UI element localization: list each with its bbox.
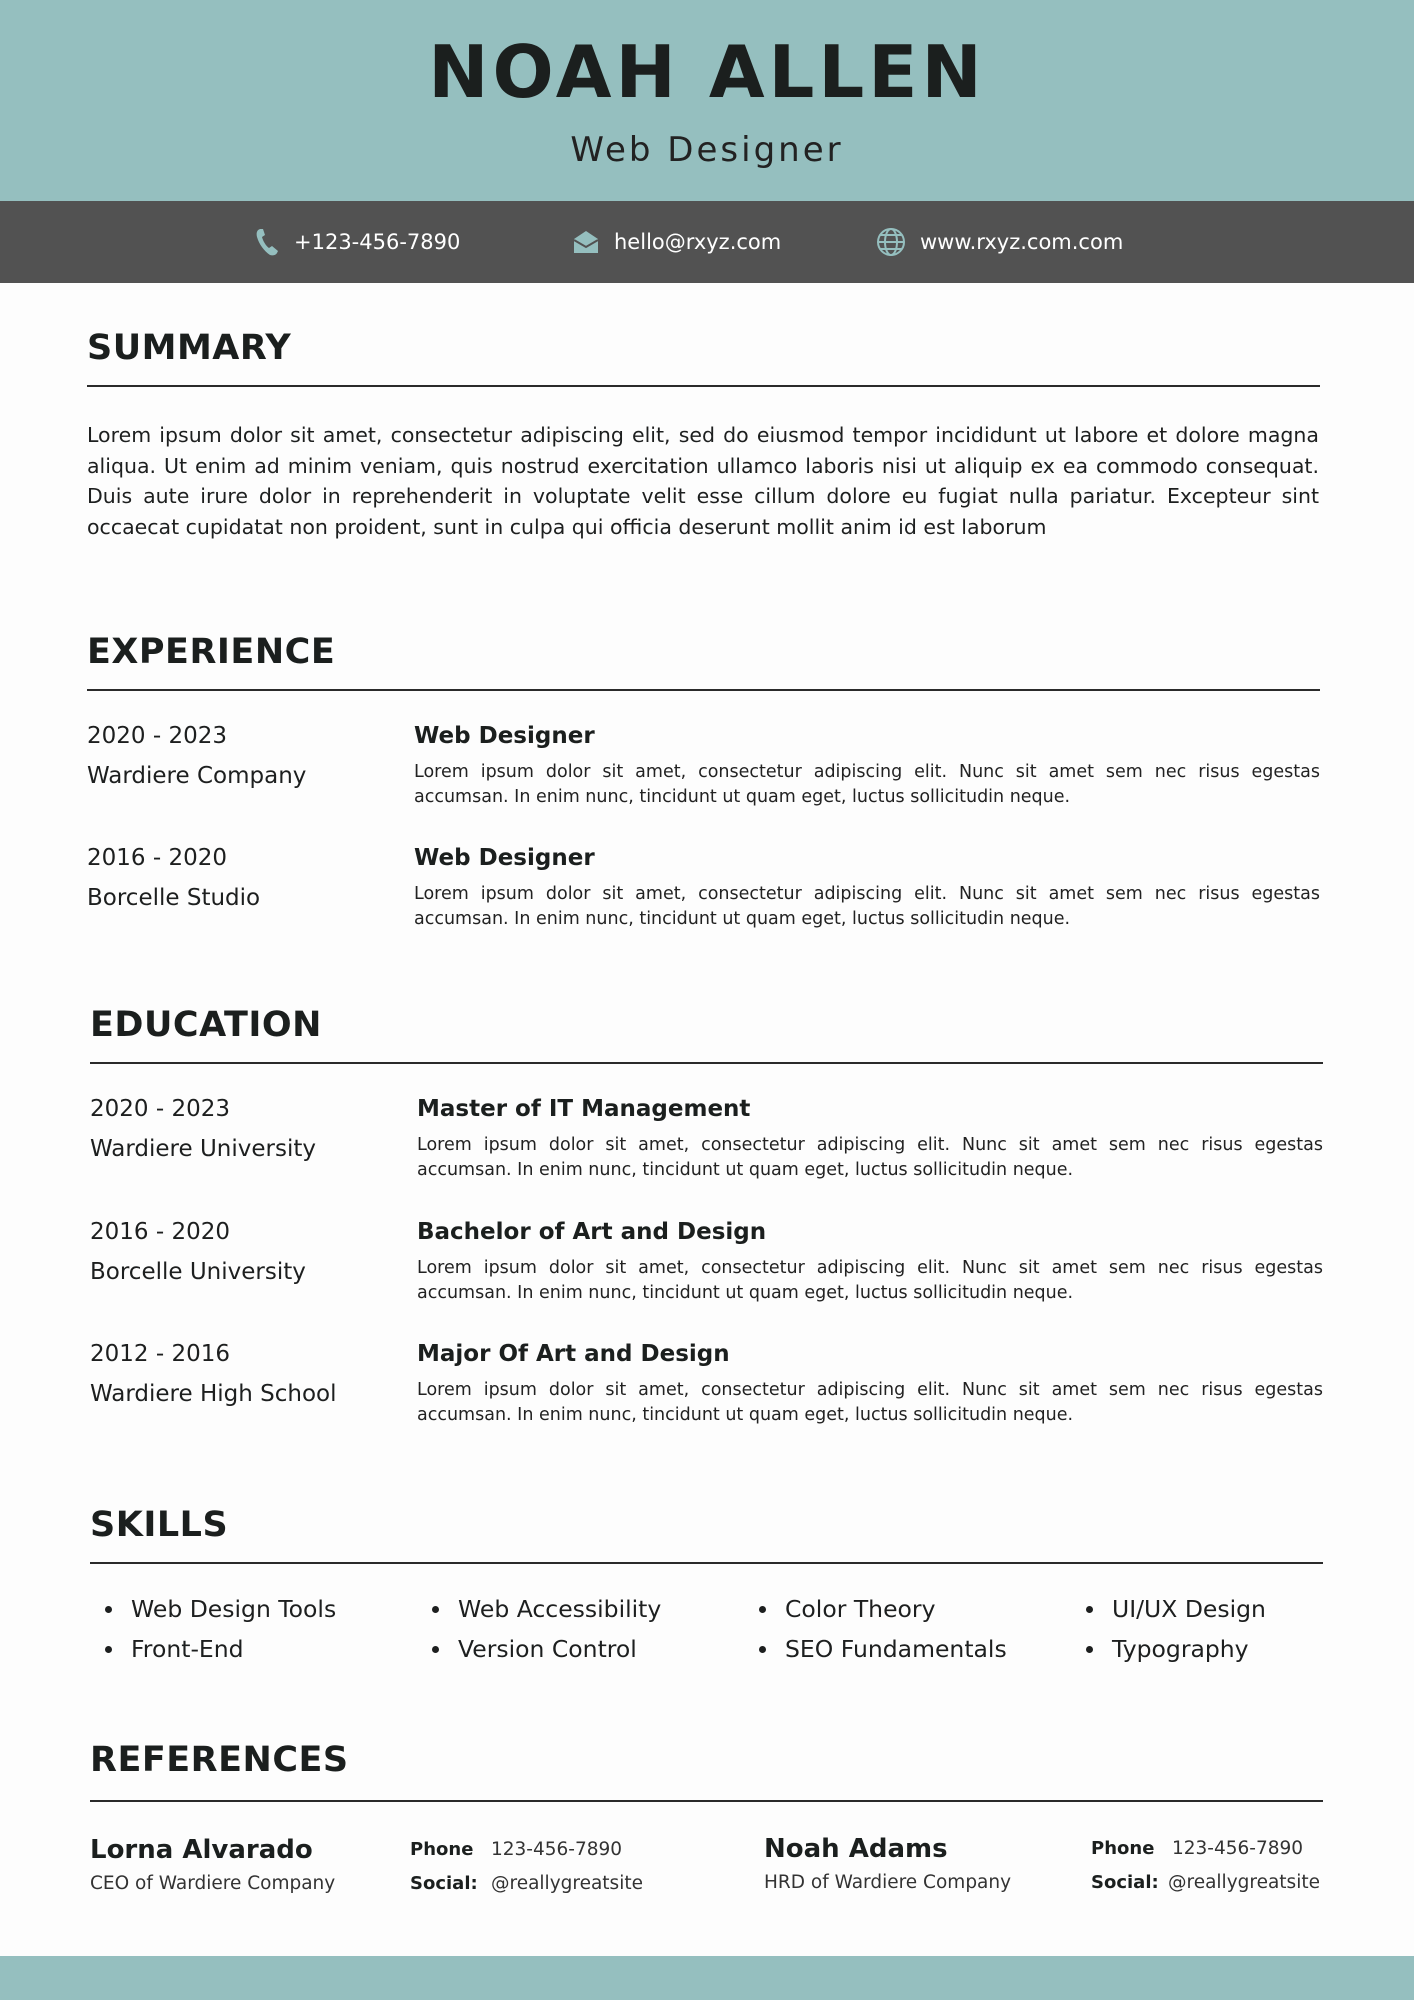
reference-role: HRD of Wardiere Company [764, 1872, 1012, 1893]
education-heading: EDUCATION [90, 1005, 322, 1045]
experience-company: Borcelle Studio [87, 885, 261, 911]
contact-phone [254, 201, 460, 283]
education-degree: Master of IT Management [417, 1096, 751, 1122]
globe-icon [876, 227, 906, 257]
footer-band [0, 1956, 1414, 2000]
education-school: Wardiere High School [90, 1381, 337, 1407]
education-degree: Major Of Art and Design [417, 1341, 730, 1367]
education-description: Lorem ipsum dolor sit amet, consectetur adipiscing elit. Nunc sit amet sem nec risus egestas accumsan. In enim nunc, tincidunt ut quam eget, luctus sollicitudin neque. [417, 1258, 1323, 1303]
envelope-icon [572, 229, 600, 255]
experience-heading: EXPERIENCE [87, 632, 336, 672]
experience-dates: 2016 - 2020 [87, 845, 227, 871]
reference-phone-label: Phone [1091, 1838, 1155, 1859]
education-degree: Bachelor of Art and Design [417, 1219, 767, 1245]
education-dates: 2012 - 2016 [90, 1341, 230, 1367]
education-school: Borcelle University [90, 1259, 306, 1285]
skills-heading: SKILLS [90, 1505, 229, 1545]
summary-heading: SUMMARY [87, 328, 292, 368]
skill-item: Version Control [458, 1635, 637, 1663]
phone-text: +123-456-7890 [294, 230, 461, 254]
reference-social: @reallygreatsite [1168, 1872, 1320, 1893]
references-heading: REFERENCES [90, 1740, 349, 1780]
header-band [0, 0, 1414, 201]
reference-social: @reallygreatsite [491, 1873, 643, 1894]
reference-role: CEO of Wardiere Company [90, 1873, 336, 1894]
skill-item: UI/UX Design [1112, 1595, 1266, 1623]
experience-company: Wardiere Company [87, 763, 307, 789]
experience-title: Web Designer [414, 723, 595, 749]
experience-description: Lorem ipsum dolor sit amet, consectetur adipiscing elit. Nunc sit amet sem nec risus egestas accumsan. In enim nunc, tincidunt ut quam eget, luctus sollicitudin neque. [414, 884, 1320, 929]
experience-divider [87, 689, 1320, 691]
phone-icon [254, 227, 280, 257]
skill-item: Front-End [131, 1635, 244, 1663]
education-dates: 2016 - 2020 [90, 1219, 230, 1245]
education-description: Lorem ipsum dolor sit amet, consectetur adipiscing elit. Nunc sit amet sem nec risus egestas accumsan. In enim nunc, tincidunt ut quam eget, luctus sollicitudin neque. [417, 1135, 1323, 1180]
skill-item: Web Accessibility [458, 1595, 662, 1623]
skill-item: SEO Fundamentals [785, 1635, 1007, 1663]
experience-description: Lorem ipsum dolor sit amet, consectetur adipiscing elit. Nunc sit amet sem nec risus egestas accumsan. In enim nunc, tincidunt ut quam eget, luctus sollicitudin neque. [414, 762, 1320, 807]
references-divider [90, 1800, 1323, 1802]
skills-divider [90, 1562, 1323, 1564]
contact-bar [0, 201, 1414, 283]
contact-email [572, 201, 781, 283]
reference-phone: 123-456-7890 [1172, 1838, 1304, 1859]
experience-dates: 2020 - 2023 [87, 723, 227, 749]
education-school: Wardiere University [90, 1136, 316, 1162]
education-description: Lorem ipsum dolor sit amet, consectetur adipiscing elit. Nunc sit amet sem nec risus egestas accumsan. In enim nunc, tincidunt ut quam eget, luctus sollicitudin neque. [417, 1380, 1323, 1425]
skill-item: Web Design Tools [131, 1595, 337, 1623]
email-text: hello@rxyz.com [614, 230, 782, 254]
education-divider [90, 1062, 1323, 1064]
reference-name: Noah Adams [764, 1834, 948, 1864]
reference-social-label: Social: [1091, 1872, 1159, 1893]
reference-phone-label: Phone [410, 1839, 474, 1860]
skill-item: Color Theory [785, 1595, 936, 1623]
candidate-role: Web Designer [570, 130, 844, 170]
skill-item: Typography [1112, 1635, 1249, 1663]
education-dates: 2020 - 2023 [90, 1096, 230, 1122]
summary-text: Lorem ipsum dolor sit amet, consectetur adipiscing elit, sed do eiusmod tempor incididunt ut labore et dolore magna aliqua. Ut enim ad minim veniam, quis nostrud exercitation ullamco laboris nisi ut aliquip ex ea commodo consequat. Duis aute irure dolor in reprehenderit in voluptate velit esse cillum dolore eu fugiat nulla pariatur. Excepteur sint occaecat cupidatat non proident, sunt in culpa qui officia deserunt mollit anim id est laborum [87, 423, 1319, 539]
summary-divider [87, 385, 1320, 387]
contact-website [876, 201, 1123, 283]
experience-title: Web Designer [414, 845, 595, 871]
reference-social-label: Social: [410, 1873, 478, 1894]
reference-phone: 123-456-7890 [491, 1839, 623, 1860]
website-text: www.rxyz.com.com [920, 230, 1124, 254]
reference-name: Lorna Alvarado [90, 1835, 313, 1865]
candidate-name: NOAH ALLEN [428, 30, 986, 114]
